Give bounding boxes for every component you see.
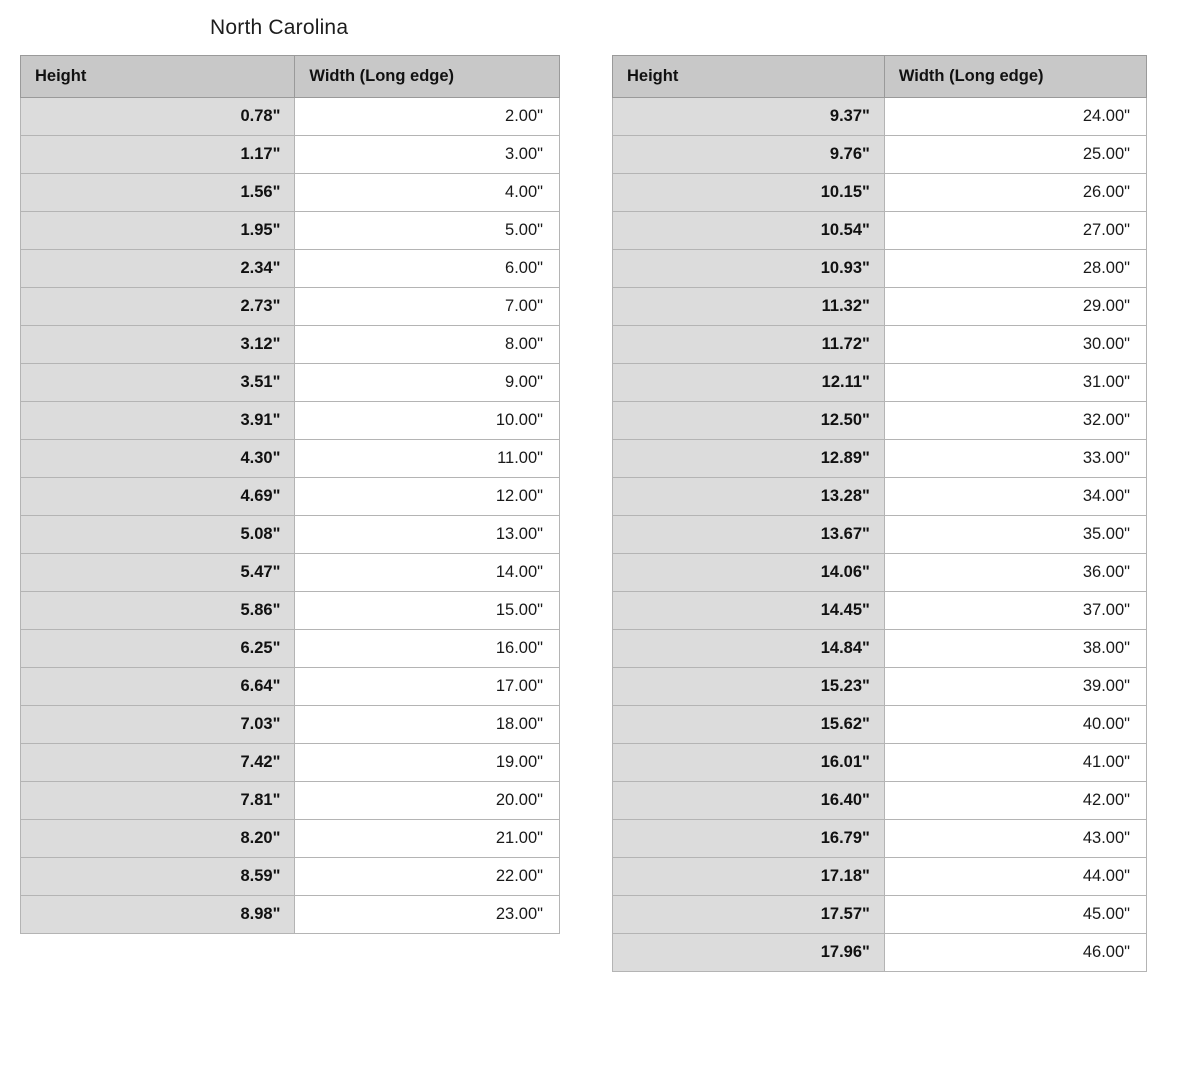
cell-height: 2.73" — [21, 288, 295, 326]
table-row — [21, 744, 560, 782]
cell-height: 3.51" — [21, 364, 295, 402]
cell-height: 0.78" — [21, 98, 295, 136]
table-row — [613, 478, 1147, 516]
table-header-row — [613, 56, 1147, 98]
table-row — [613, 896, 1147, 934]
table-row — [21, 98, 560, 136]
cell-width: 24.00" — [884, 98, 1146, 136]
size-table-right — [612, 55, 1147, 972]
cell-width: 41.00" — [884, 744, 1146, 782]
table-row — [613, 858, 1147, 896]
cell-height: 11.72" — [613, 326, 885, 364]
cell-width: 14.00" — [295, 554, 560, 592]
cell-height: 1.56" — [21, 174, 295, 212]
cell-height: 10.15" — [613, 174, 885, 212]
table-row — [613, 326, 1147, 364]
cell-width: 7.00" — [295, 288, 560, 326]
column-header-width: Width (Long edge) — [295, 56, 560, 98]
table-row — [21, 592, 560, 630]
cell-width: 39.00" — [884, 668, 1146, 706]
table-row — [613, 174, 1147, 212]
cell-width: 37.00" — [884, 592, 1146, 630]
cell-height: 2.34" — [21, 250, 295, 288]
cell-width: 13.00" — [295, 516, 560, 554]
cell-width: 31.00" — [884, 364, 1146, 402]
left-table-wrapper — [20, 55, 560, 972]
cell-height: 7.42" — [21, 744, 295, 782]
cell-width: 16.00" — [295, 630, 560, 668]
cell-width: 2.00" — [295, 98, 560, 136]
cell-height: 14.84" — [613, 630, 885, 668]
column-header-height: Height — [21, 56, 295, 98]
cell-height: 8.98" — [21, 896, 295, 934]
cell-height: 12.11" — [613, 364, 885, 402]
cell-width: 22.00" — [295, 858, 560, 896]
cell-width: 44.00" — [884, 858, 1146, 896]
cell-height: 1.17" — [21, 136, 295, 174]
cell-width: 18.00" — [295, 706, 560, 744]
column-header-height: Height — [613, 56, 885, 98]
cell-width: 29.00" — [884, 288, 1146, 326]
cell-width: 5.00" — [295, 212, 560, 250]
cell-width: 33.00" — [884, 440, 1146, 478]
table-row — [21, 820, 560, 858]
cell-width: 32.00" — [884, 402, 1146, 440]
table-row — [21, 782, 560, 820]
table-row — [21, 288, 560, 326]
cell-height: 8.20" — [21, 820, 295, 858]
cell-width: 17.00" — [295, 668, 560, 706]
table-row — [613, 934, 1147, 972]
cell-width: 46.00" — [884, 934, 1146, 972]
table-row — [21, 364, 560, 402]
cell-height: 6.64" — [21, 668, 295, 706]
size-table-left — [20, 55, 560, 934]
cell-height: 4.69" — [21, 478, 295, 516]
table-header-row — [21, 56, 560, 98]
table-row — [613, 554, 1147, 592]
cell-height: 3.12" — [21, 326, 295, 364]
cell-width: 9.00" — [295, 364, 560, 402]
table-row — [21, 440, 560, 478]
cell-height: 11.32" — [613, 288, 885, 326]
cell-width: 19.00" — [295, 744, 560, 782]
cell-width: 30.00" — [884, 326, 1146, 364]
cell-width: 28.00" — [884, 250, 1146, 288]
table-row — [613, 630, 1147, 668]
cell-width: 20.00" — [295, 782, 560, 820]
cell-width: 6.00" — [295, 250, 560, 288]
cell-height: 3.91" — [21, 402, 295, 440]
cell-width: 12.00" — [295, 478, 560, 516]
right-table-body — [613, 98, 1147, 972]
table-row — [613, 440, 1147, 478]
table-row — [21, 630, 560, 668]
cell-height: 1.95" — [21, 212, 295, 250]
table-row — [21, 668, 560, 706]
cell-width: 15.00" — [295, 592, 560, 630]
cell-width: 42.00" — [884, 782, 1146, 820]
table-row — [613, 782, 1147, 820]
cell-height: 16.01" — [613, 744, 885, 782]
cell-width: 21.00" — [295, 820, 560, 858]
cell-width: 34.00" — [884, 478, 1146, 516]
table-row — [21, 516, 560, 554]
cell-height: 5.08" — [21, 516, 295, 554]
cell-height: 14.45" — [613, 592, 885, 630]
cell-height: 13.28" — [613, 478, 885, 516]
cell-width: 4.00" — [295, 174, 560, 212]
cell-width: 10.00" — [295, 402, 560, 440]
table-row — [21, 706, 560, 744]
cell-width: 26.00" — [884, 174, 1146, 212]
cell-height: 5.47" — [21, 554, 295, 592]
left-table-body — [21, 98, 560, 934]
cell-height: 7.81" — [21, 782, 295, 820]
cell-height: 6.25" — [21, 630, 295, 668]
left-table-head — [21, 56, 560, 98]
cell-width: 25.00" — [884, 136, 1146, 174]
table-row — [21, 402, 560, 440]
cell-width: 36.00" — [884, 554, 1146, 592]
cell-height: 10.93" — [613, 250, 885, 288]
cell-height: 9.37" — [613, 98, 885, 136]
table-row — [613, 744, 1147, 782]
table-row — [613, 706, 1147, 744]
table-row — [21, 896, 560, 934]
table-row — [21, 212, 560, 250]
table-row — [613, 250, 1147, 288]
table-row — [613, 212, 1147, 250]
cell-height: 14.06" — [613, 554, 885, 592]
table-row — [21, 136, 560, 174]
cell-height: 17.18" — [613, 858, 885, 896]
table-row — [21, 478, 560, 516]
cell-height: 4.30" — [21, 440, 295, 478]
cell-width: 23.00" — [295, 896, 560, 934]
table-row — [21, 174, 560, 212]
cell-width: 8.00" — [295, 326, 560, 364]
cell-width: 43.00" — [884, 820, 1146, 858]
cell-width: 38.00" — [884, 630, 1146, 668]
cell-height: 9.76" — [613, 136, 885, 174]
cell-width: 27.00" — [884, 212, 1146, 250]
cell-width: 11.00" — [295, 440, 560, 478]
table-row — [613, 516, 1147, 554]
table-row — [613, 592, 1147, 630]
table-row — [613, 668, 1147, 706]
table-row — [21, 858, 560, 896]
column-header-width: Width (Long edge) — [884, 56, 1146, 98]
page-title: North Carolina — [210, 16, 349, 39]
table-row — [21, 250, 560, 288]
cell-height: 8.59" — [21, 858, 295, 896]
table-row — [613, 364, 1147, 402]
table-row — [613, 136, 1147, 174]
cell-width: 35.00" — [884, 516, 1146, 554]
table-row — [613, 402, 1147, 440]
cell-height: 12.89" — [613, 440, 885, 478]
cell-height: 7.03" — [21, 706, 295, 744]
tables-container — [0, 55, 1190, 972]
table-row — [613, 820, 1147, 858]
right-table-wrapper — [612, 55, 1147, 972]
cell-height: 13.67" — [613, 516, 885, 554]
cell-height: 16.79" — [613, 820, 885, 858]
cell-height: 5.86" — [21, 592, 295, 630]
cell-height: 17.96" — [613, 934, 885, 972]
cell-height: 17.57" — [613, 896, 885, 934]
cell-height: 16.40" — [613, 782, 885, 820]
table-row — [21, 326, 560, 364]
cell-width: 40.00" — [884, 706, 1146, 744]
cell-height: 10.54" — [613, 212, 885, 250]
table-row — [21, 554, 560, 592]
right-table-head — [613, 56, 1147, 98]
table-row — [613, 288, 1147, 326]
cell-width: 3.00" — [295, 136, 560, 174]
table-row — [613, 98, 1147, 136]
cell-height: 15.23" — [613, 668, 885, 706]
cell-width: 45.00" — [884, 896, 1146, 934]
cell-height: 15.62" — [613, 706, 885, 744]
cell-height: 12.50" — [613, 402, 885, 440]
